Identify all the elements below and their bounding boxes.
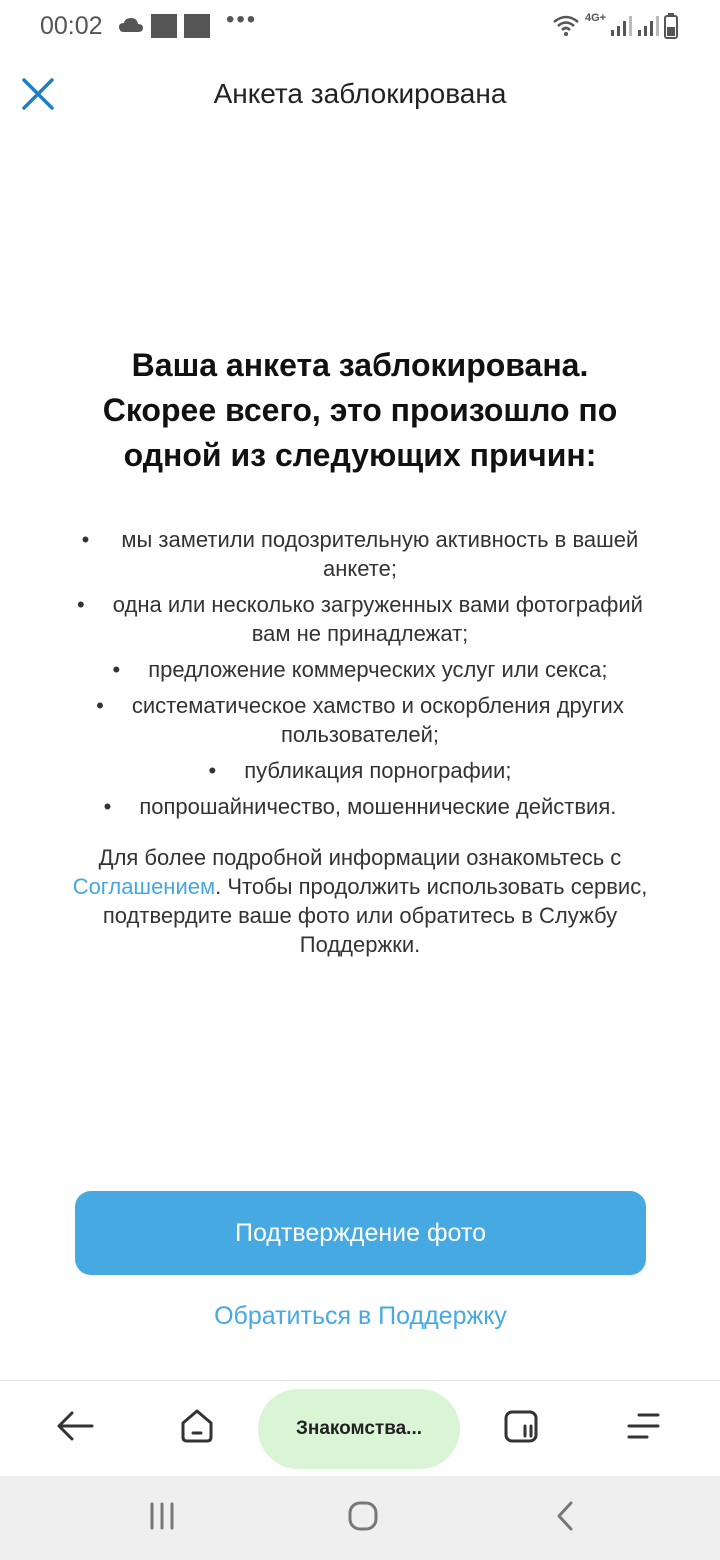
browser-toolbar bbox=[0, 1380, 720, 1476]
system-back-button[interactable] bbox=[535, 1490, 595, 1546]
close-icon bbox=[20, 76, 56, 117]
info-paragraph bbox=[60, 843, 660, 959]
headline-line: Скорее всего, это произошло по bbox=[102, 392, 618, 428]
bullet-icon: • bbox=[77, 592, 85, 617]
status-bar bbox=[0, 0, 720, 54]
bullet-icon: • bbox=[112, 657, 121, 682]
reason-text: одна или несколько загруженных вами фотографий вам не принадлежат; bbox=[112, 592, 643, 646]
reason-item bbox=[60, 525, 660, 583]
notification-square-icon bbox=[184, 14, 210, 38]
home-icon bbox=[179, 1408, 215, 1449]
agreement-link[interactable]: Соглашением bbox=[72, 874, 216, 899]
reason-text: систематическое хамство и оскорбления других пользователей; bbox=[131, 693, 624, 747]
bullet-icon: • bbox=[96, 693, 104, 718]
reason-item bbox=[60, 792, 660, 821]
headline-line: Ваша анкета заблокирована. bbox=[131, 347, 589, 383]
reason-text: попрошайничество, мошеннические действия. bbox=[139, 794, 617, 819]
block-headline bbox=[40, 343, 680, 478]
system-nav-bar bbox=[0, 1476, 720, 1560]
back-arrow-icon bbox=[56, 1410, 94, 1447]
cloud-icon bbox=[118, 16, 144, 39]
contact-support-link[interactable]: Обратиться в Поддержку bbox=[214, 1302, 507, 1330]
confirm-photo-button[interactable]: Подтверждение фото bbox=[75, 1191, 646, 1275]
bullet-icon: • bbox=[81, 527, 90, 552]
reason-text: предложение коммерческих услуг или секса; bbox=[148, 657, 608, 682]
more-dots-icon: ••• bbox=[226, 6, 258, 33]
bullet-icon: • bbox=[208, 758, 217, 783]
info-text-after: . Чтобы продолжить использовать сервис, подтвердите ваше фото или обратитесь в Службу Поддержки. bbox=[102, 874, 648, 957]
reason-text: мы заметили подозрительную активность в вашей анкете; bbox=[121, 527, 639, 581]
tabs-icon bbox=[503, 1408, 539, 1449]
reason-item bbox=[60, 691, 660, 749]
reason-item bbox=[60, 655, 660, 684]
current-tab-button[interactable]: Знакомства... bbox=[258, 1389, 460, 1469]
status-time: 00:02 bbox=[40, 12, 103, 40]
signal-icon bbox=[610, 14, 632, 43]
recent-apps-button[interactable] bbox=[132, 1490, 192, 1546]
page-title: Анкета заблокирована bbox=[213, 78, 507, 109]
headline-line: одной из следующих причин: bbox=[123, 437, 597, 473]
home-button[interactable] bbox=[162, 1393, 232, 1463]
signal-icon bbox=[637, 14, 659, 43]
tabs-button[interactable] bbox=[486, 1393, 556, 1463]
back-chevron-icon bbox=[553, 1500, 577, 1537]
network-type: 4G+ bbox=[585, 12, 607, 24]
info-text-before: Для более подробной информации ознакомьтесь с bbox=[98, 845, 622, 870]
close-button[interactable] bbox=[14, 72, 62, 120]
menu-icon bbox=[625, 1410, 661, 1447]
reasons-list bbox=[60, 525, 660, 828]
system-home-button[interactable] bbox=[333, 1490, 393, 1546]
reason-item bbox=[60, 590, 660, 648]
bullet-icon: • bbox=[103, 794, 112, 819]
reason-text: публикация порнографии; bbox=[244, 758, 512, 783]
reason-item bbox=[60, 756, 660, 785]
menu-button[interactable] bbox=[608, 1393, 678, 1463]
notification-square-icon bbox=[151, 14, 177, 38]
wifi-icon bbox=[552, 14, 580, 43]
battery-icon bbox=[664, 13, 678, 44]
home-circle-icon bbox=[347, 1500, 379, 1537]
back-button[interactable] bbox=[40, 1393, 110, 1463]
recent-apps-icon bbox=[147, 1501, 177, 1536]
